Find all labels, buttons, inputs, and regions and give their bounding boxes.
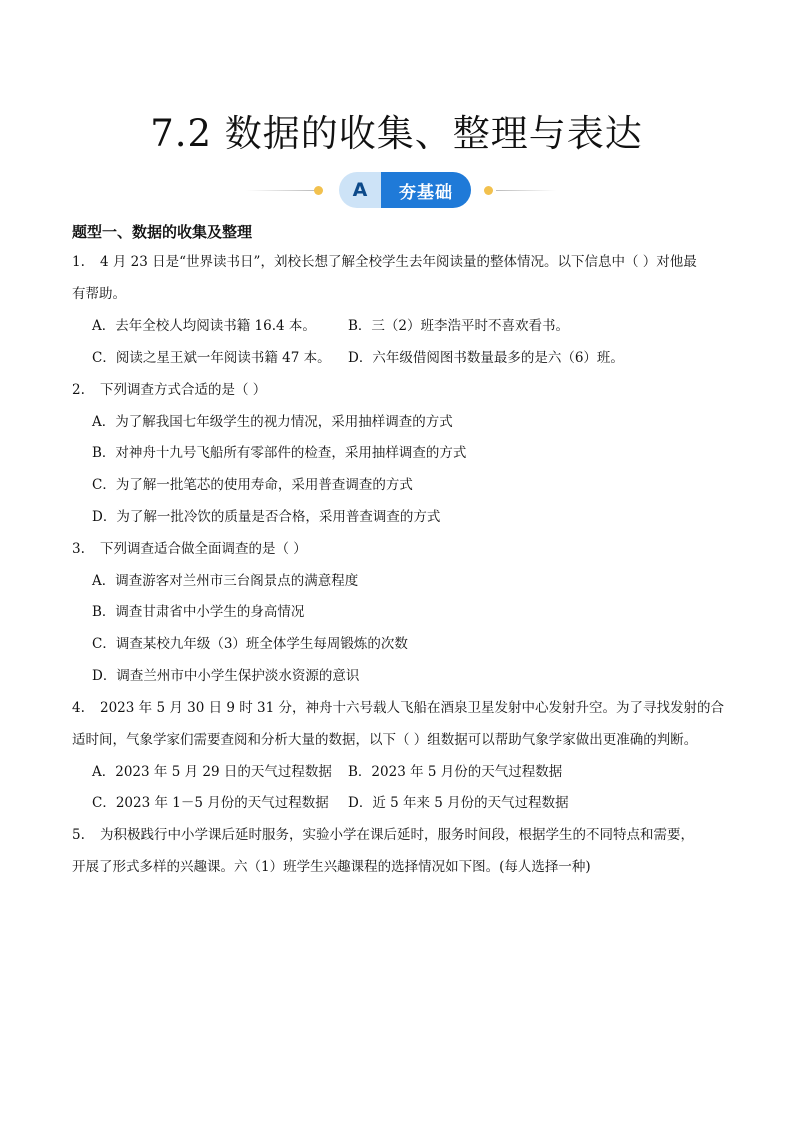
section-title: 题型一、数据的收集及整理 — [72, 223, 253, 241]
question-4-stem-cont: 适时间，气象学家们需要查阅和分析大量的数据，以下（ ）组数据可以帮助气象学家做出更准确的判断。 — [72, 732, 698, 748]
option-a: A．为了解我国七年级学生的视力情况，采用抽样调查的方式 — [92, 414, 453, 430]
question-1-stem: 1. 4 月 23 日是“世界读书日”，刘校长想了解全校学生去年阅读量的整体情况。以下信息中（ ）对他最 — [72, 254, 697, 270]
question-number: 1. — [72, 254, 85, 270]
section-banner — [246, 172, 556, 208]
option-d: D．调查兰州市中小学生保护淡水资源的意识 — [92, 668, 360, 684]
question-number: 5. — [72, 827, 85, 843]
option-b: B．调查甘肃省中小学生的身高情况 — [92, 604, 305, 620]
banner-pill — [339, 172, 471, 208]
question-5-stem-cont: 开展了形式多样的兴趣课。六（1）班学生兴趣课程的选择情况如下图。(每人选择一种) — [72, 859, 591, 875]
question-2-stem: 2. 下列调查方式合适的是（ ） — [72, 382, 267, 398]
option-c: C．为了解一批笔芯的使用寿命，采用普查调查的方式 — [92, 477, 413, 493]
question-5-stem: 5. 为积极践行中小学课后延时服务，实验小学在课后延时，服务时间段，根据学生的不同特点和需要， — [72, 827, 694, 843]
option-b: B．三（2）班李浩平时不喜欢看书。 — [348, 318, 570, 334]
question-4-option-row — [92, 760, 563, 780]
option-c: C．2023 年 1－5 月份的天气过程数据 — [92, 795, 329, 811]
option-a: A．调查游客对兰州市三台阁景点的满意程度 — [92, 573, 359, 589]
question-4-stem: 4. 2023 年 5 月 30 日 9 时 31 分，神舟十六号载人飞船在酒泉卫星发射中心发射升空。为了寻找发射的合 — [72, 700, 725, 716]
banner-dot-right-icon — [484, 186, 493, 195]
question-1-option-row — [92, 314, 570, 334]
banner-dot-left-icon — [314, 186, 323, 195]
question-number: 2. — [72, 382, 85, 398]
page-title: 7.2 数据的收集、整理与表达 — [150, 112, 643, 155]
question-1-option-row — [92, 346, 624, 366]
question-number: 3. — [72, 541, 85, 557]
banner-letter: A — [339, 172, 381, 208]
question-4-option-row — [92, 791, 569, 811]
option-d: D．六年级借阅图书数量最多的是六（6）班。 — [348, 350, 624, 366]
option-b: B．2023 年 5 月份的天气过程数据 — [348, 764, 563, 780]
question-3-stem: 3. 下列调查适合做全面调查的是（ ） — [72, 541, 307, 557]
option-c: C．阅读之星王斌一年阅读书籍 47 本。 — [92, 350, 331, 366]
banner-line-left — [246, 190, 316, 191]
question-number: 4. — [72, 700, 85, 716]
option-b: B．对神舟十九号飞船所有零部件的检查，采用抽样调查的方式 — [92, 445, 467, 461]
option-d: D．近 5 年来 5 月份的天气过程数据 — [348, 795, 569, 811]
banner-label: 夯基础 — [381, 172, 471, 208]
question-1-stem-cont: 有帮助。 — [72, 286, 126, 302]
option-d: D．为了解一批冷饮的质量是否合格，采用普查调查的方式 — [92, 509, 441, 525]
banner-line-right — [496, 190, 556, 191]
option-a: A．去年全校人均阅读书籍 16.4 本。 — [92, 318, 316, 334]
option-c: C．调查某校九年级（3）班全体学生每周锻炼的次数 — [92, 636, 408, 652]
option-a: A．2023 年 5 月 29 日的天气过程数据 — [92, 764, 332, 780]
